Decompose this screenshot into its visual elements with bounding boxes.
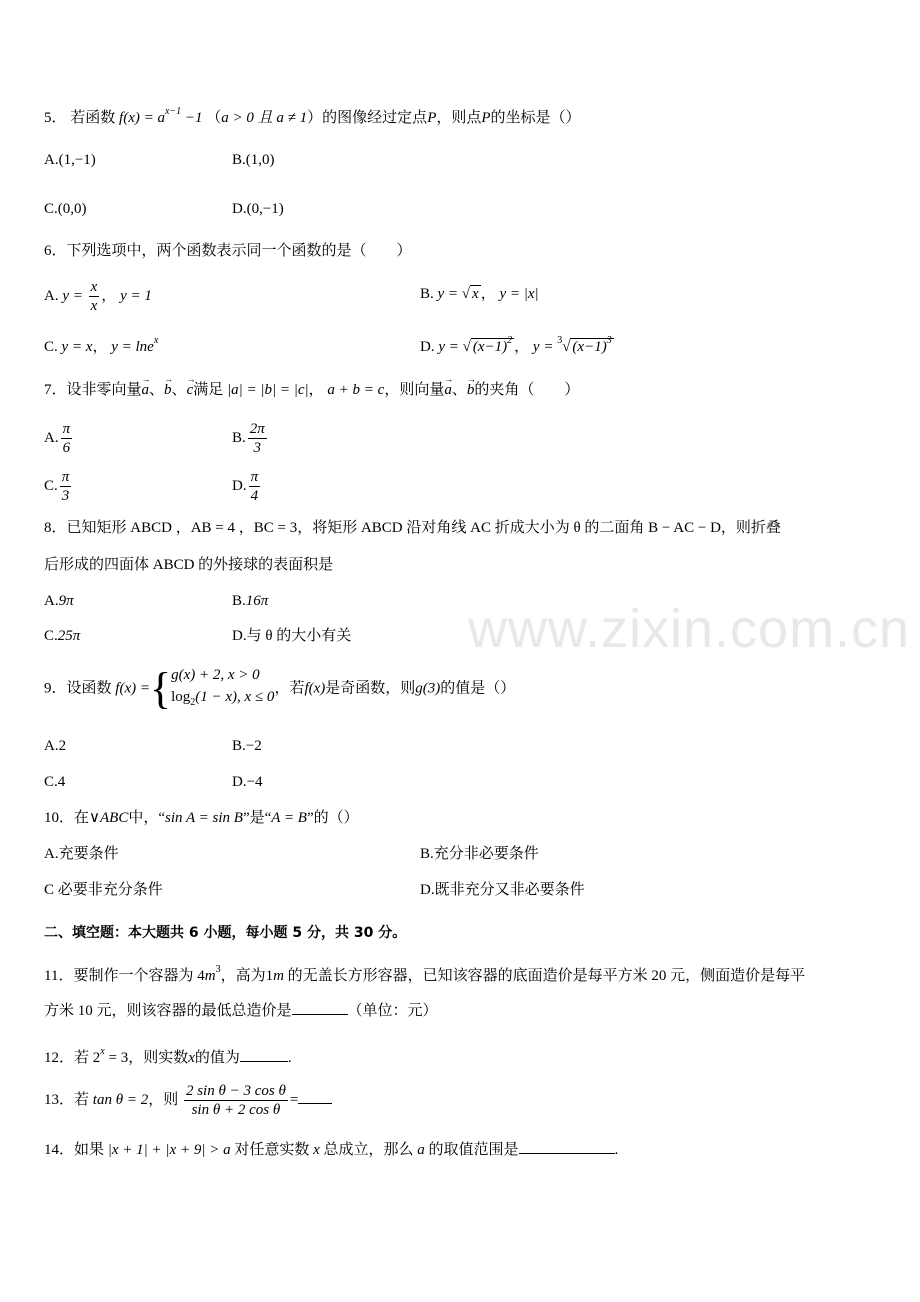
option-value: (1,0) (245, 152, 275, 168)
radical: x (472, 286, 479, 302)
option-b: B.16π (232, 593, 269, 609)
radical: $(x-1)^2$ (472, 335, 513, 355)
option-c: C. y = x， y = lne$^x$ (44, 335, 159, 355)
condition: a > 0 且 a ≠ 1 (221, 110, 308, 126)
option-d: D.(0,−1) (232, 201, 284, 217)
formula: f(x) = a (119, 110, 165, 126)
watermark: www.zixin.com.cn (468, 599, 911, 659)
answer-blank[interactable] (298, 1089, 332, 1104)
option-c: C.(0,0) (44, 201, 87, 217)
question-number: 5． (44, 110, 67, 126)
answer-blank[interactable] (240, 1047, 288, 1062)
option-b: B.充分非必要条件 (420, 846, 539, 862)
question-5 (44, 102, 581, 128)
equation: |a| = |b| = |c| (227, 382, 309, 398)
question-11-cont: 方米 10 元，则该容器的最低总造价是 （单位：元） (44, 1000, 438, 1021)
option-a: A. y = $\frac{x}{x}$ ， y = 1 (44, 279, 152, 315)
question-6 (44, 241, 412, 261)
question-number: 14． (44, 1142, 75, 1158)
option-d: D.既非充分又非必要条件 (420, 882, 585, 898)
radical: $(x-1)^3$ (572, 335, 612, 355)
question-14: 14．如果 |x + 1| + |x + 9| > a 对任意实数 x 总成立，那么 a 的取值范围是 . (44, 1139, 618, 1160)
option-a: A. $\frac{\pi}{6}$ (44, 421, 71, 457)
question-stem: 的图像经过定点 (322, 110, 428, 126)
vector-a: → a (142, 380, 150, 400)
fraction: $\frac{\text{2 sin θ − 3 cos θ}}{\text{sin θ + 2 cos θ}}$ (185, 1083, 286, 1119)
question-stem: ，则点 (436, 110, 482, 126)
question-number: 7． (44, 382, 67, 398)
question-8 (44, 518, 781, 538)
question-number: 6． (44, 243, 67, 259)
option-value: (0,−1) (246, 201, 284, 217)
question-9: 9．设函数 f(x) ={ g(x) + 2, x > 0 $\log_2(1 - x)$, x ≤ 0 ，若f(x)是奇函数，则g(3)的值是（） (44, 664, 516, 713)
option-a: A.(1,−1) (44, 152, 96, 168)
option-b: B. $\frac{2\pi}{3}$ (232, 421, 265, 457)
section-heading: 二、填空题：本大题共 6 小题，每小题 5 分，共 30 分。 (44, 925, 407, 941)
answer-blank[interactable] (292, 1000, 348, 1015)
question-number: 8． (44, 520, 67, 536)
punct: （ (206, 110, 222, 126)
option-b: B.−2 (232, 738, 262, 754)
option-c: C.4 (44, 774, 66, 790)
vector-c: → c (187, 380, 194, 400)
answer-blank[interactable] (519, 1139, 615, 1154)
option-value: (1,−1) (58, 152, 96, 168)
option-c: C. $\frac{\pi}{3}$ (44, 469, 70, 505)
option-c: C.25π (44, 628, 81, 644)
question-stem: 若函数 (70, 110, 116, 126)
option-c: C 必要非充分条件 (44, 882, 163, 898)
vector-b: → b (164, 380, 172, 400)
question-stem: 的坐标是（） (490, 110, 581, 126)
option-d: D. $\frac{\pi}{4}$ (232, 469, 259, 505)
option-value: (0,0) (57, 201, 87, 217)
question-stem: 下列选项中，两个函数表示同一个函数的是（ ） (66, 243, 412, 259)
question-number: 10． (44, 810, 75, 826)
question-7: 7．设非零向量→ a、→ b、→ c满足 |a| = |b| = |c|， a + b = c，则向量→ a、→ b的夹角（ ） (44, 380, 579, 400)
option-d: D.−4 (232, 774, 263, 790)
point-label: P (427, 110, 437, 126)
formula-exponent: x−1 (164, 106, 182, 117)
option-b: B.(1,0) (232, 152, 275, 168)
option-a: A.2 (44, 738, 67, 754)
punct: ） (307, 110, 323, 126)
question-number: 13． (44, 1092, 75, 1108)
question-10: 10．在∨ABC中，“sin A = sin B”是“A = B”的（） (44, 810, 359, 826)
fraction: $\frac{x}{x}$ (90, 279, 98, 315)
equation: a + b = c (327, 382, 385, 398)
formula: −1 (181, 110, 203, 126)
question-number: 9． (44, 680, 67, 697)
option-b: B. y = √ x ， y = |x| (420, 286, 539, 302)
question-stem: 已知矩形 ABCD ，AB = 4 ，BC = 3，将矩形 ABCD 沿对角线 AC 折成大小为 θ 的二面角 B − AC − D，则折叠 (66, 520, 781, 536)
option-d: D. y = √ $(x-1)^2$ ， y = $^3$√ $(x-1)^3$ (420, 335, 612, 355)
question-12: 12．若 $2^x = 3$，则实数x的值为 . (44, 1046, 292, 1066)
question-8-cont: 后形成的四面体 ABCD 的外接球的表面积是 (44, 557, 334, 573)
question-11: 11．要制作一个容器为 $4m^3$，高为1m 的无盖长方形容器，已知该容器的底面造价是每平方米 20 元，侧面造价是每平 (44, 964, 806, 984)
question-number: 12． (44, 1050, 75, 1066)
option-d: D.与 θ 的大小有关 (232, 628, 352, 644)
option-a: A.充要条件 (44, 846, 119, 862)
piecewise: g(x) + 2, x > 0 $\log_2(1 - x)$, x ≤ 0 (171, 667, 275, 708)
option-a: A.9π (44, 593, 74, 609)
point-label: P (481, 110, 491, 126)
question-13: 13．若 tan θ = 2，则 $\frac{\text{2 sin θ − 3 cos θ}}{\text{sin θ + 2 cos θ}}$ = (44, 1078, 332, 1122)
question-number: 11． (44, 968, 74, 984)
